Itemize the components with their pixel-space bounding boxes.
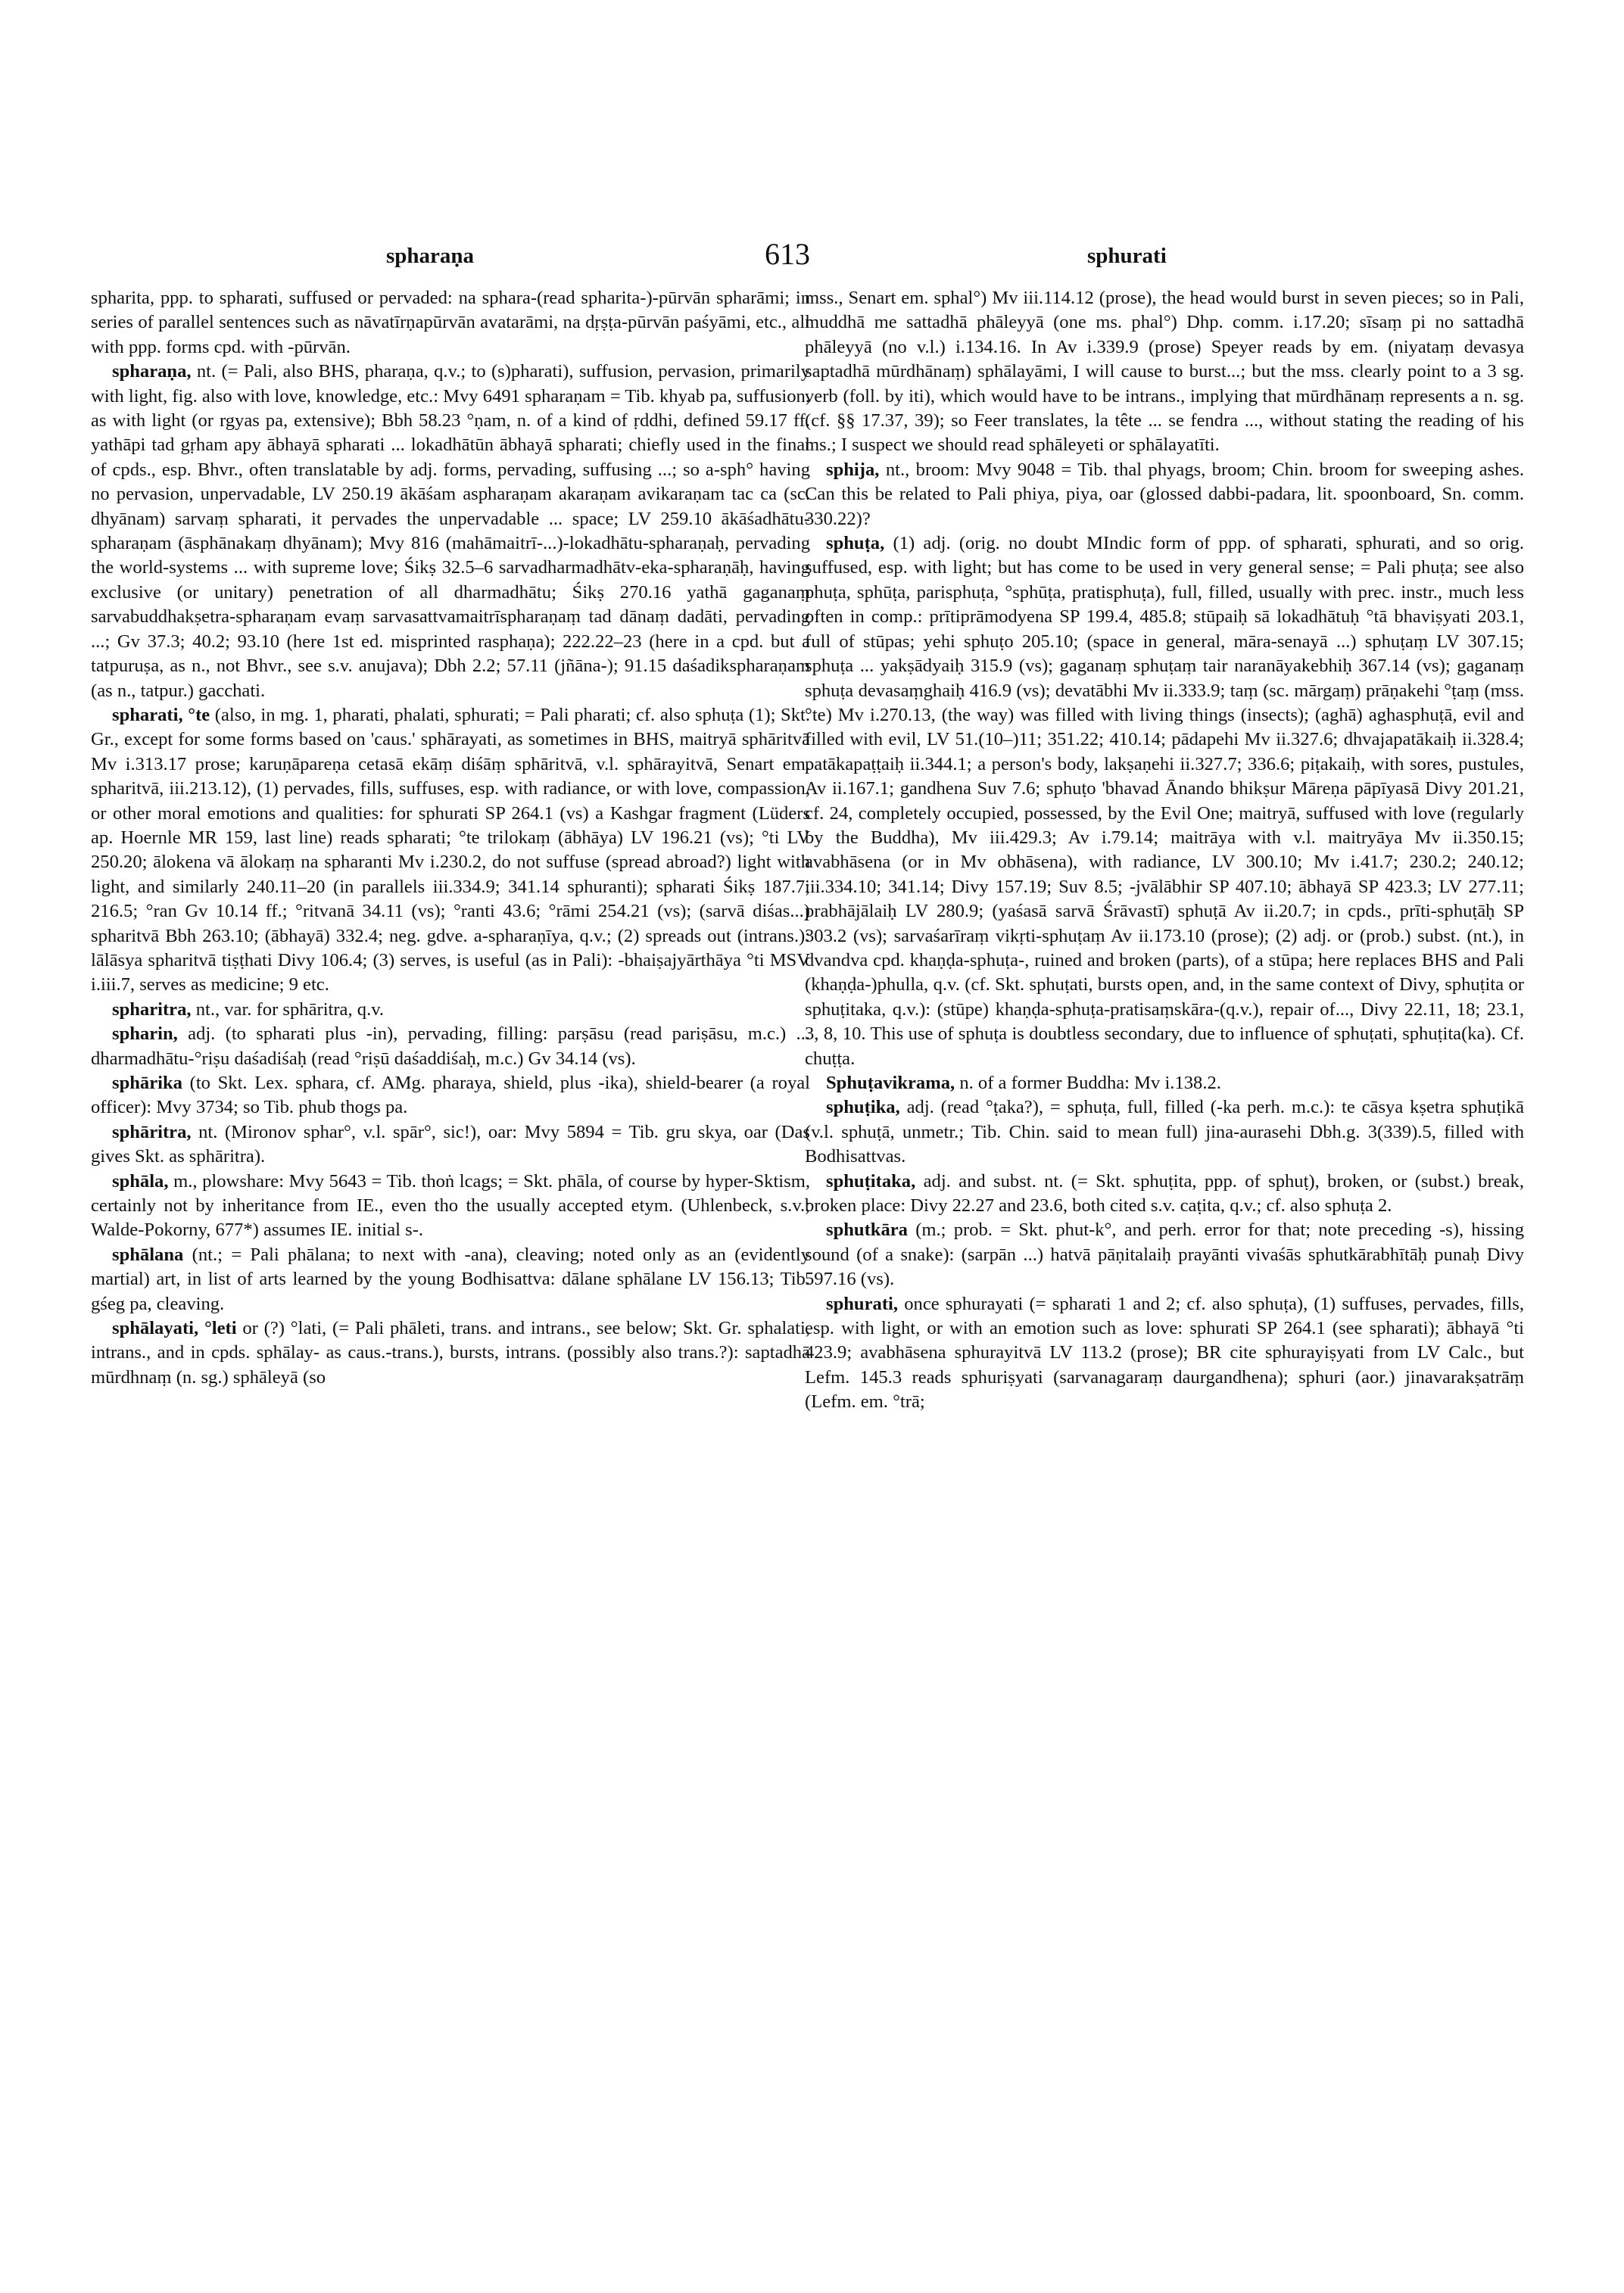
entry-text: adj. (read °ṭaka?), = sphuṭa, full, filled (-ka perh. m.c.): te cāsya kṣetra sphuṭikā (v.l. sphuṭā, unmetr.; Tib. Chin. said to mean full) jina-aurasehi Dbh.g. 3(339).5, filled with Bodhisattvas. [805,1097,1524,1167]
entry-headword: spharati, °te [112,704,210,725]
entry-text: spharita, ppp. to spharati, suffused or pervaded: na sphara-(read spharita-)-pūrvān spharāmi; in series of parallel sentences such as nāvatīrṇapūrvān avatarāmi, na dṛṣṭa-pūrvān paśyāmi, etc., all with ppp. forms cpd. with -pūrvān. [91,288,810,357]
dictionary-entry [91,703,810,998]
entry-text: nt., var. for sphāritra, q.v. [195,999,385,1020]
entry-text: m., plowshare: Mvy 5643 = Tib. thoṅ lcags; = Skt. phāla, of course by hyper-Sktism, certainly not by inheritance from IE., even tho the usually accepted etym. (Uhlenbeck, s.v.; Walde-Pokorny, 677*) assumes IE. initial s-. [91,1170,810,1241]
dictionary-entry [91,1071,810,1120]
entry-headword: sphārika [112,1073,182,1093]
dictionary-entry [91,1243,810,1316]
entry-headword: Sphuṭavikrama, [826,1073,955,1093]
entry-headword: sphāla, [112,1170,169,1192]
entry-text: mss., Senart em. sphal°) Mv iii.114.12 (prose), the head would burst in seven pieces; so in Pali, muddhā me sattadhā phāleyyā (one ms. phal°) Dhp. comm. i.17.20; sīsaṃ pi no sattadhā phāleyyā (no v.l.) i.134.16. In Av i.339.9 (prose) Speyer reads by em. (niyataṃ devasya saptadhā mūrdhānaṃ) sphālayāmi, I will cause to burst...; but the mss. clearly point to a 3 sg. verb (foll. by iti), which would have to be intrans., implying that mūrdhānaṃ represents a n. sg. (cf. §§ 17.37, 39); so Feer translates, la tête ... se fendra ..., without stating the reading of his ms.; I suspect we should read sphāleyeti or sphālayatīti. [805,288,1524,456]
entry-text: nt., broom: Mvy 9048 = Tib. thal phyags, broom; Chin. broom for sweeping ashes. Can this be related to Pali phiya, piya, oar (glossed dabbi-padara, lit. spoonboard, Sn. comm. 330.22)? [805,459,1524,529]
entry-headword: sphālayati, °leti [112,1318,237,1339]
entry-headword: sphuṭika, [826,1097,900,1118]
entry-headword: sphija, [826,459,880,480]
entry-headword: sphutkāra [826,1220,908,1241]
dictionary-entry [805,458,1524,531]
dictionary-entry [805,1170,1524,1219]
dictionary-entry [91,286,810,360]
entry-text: adj. (to spharati plus -in), pervading, filling: parṣāsu (read pariṣāsu, m.c.) ... dharmadhātu-°riṣu daśadiśaḥ (read °riṣū daśaddiśaḥ, m.c.) Gv 34.14 (vs). [91,1023,810,1069]
left-column [91,286,810,1390]
dictionary-entry [805,1218,1524,1291]
entry-headword: sphurati, [826,1293,898,1314]
entry-text: once sphurayati (= spharati 1 and 2; cf. also sphuṭa), (1) suffuses, pervades, fills, esp. with light, or with an emotion such as love: sphurati SP 264.1 (see spharati); ābhayā °ti 423.9; avabhāsena sphurayitvā LV 113.2 (prose); BR cite sphurayiṣyati from LV Calc., but Lefm. 145.3 reads sphuriṣyati (sarvanagaraṃ daurgandhena); sphuri (aor.) jinavarakṣatrāṃ (Lefm. em. °trā; [805,1293,1524,1413]
entry-text: (also, in mg. 1, pharati, phalati, sphurati; = Pali pharati; cf. also sphuṭa (1); Skt. Gr., except for some forms based on 'caus.' sphārayati, as sometimes in BHS, maitryā sphāritvā Mv i.313.17 prose; karuṇāpareṇa cetasā ekāṃ diśāṃ sphāritvā, v.l. sphārayitvā, Senart em. spharitvā, iii.213.12), (1) pervades, fills, suffuses, esp. with radiance, or with love, compassion, or other moral emotions and qualities: for sphurati SP 264.1 (vs) a Kashgar fragment (Lüders ap. Hoernle MR 159, last line) reads spharati; °te trilokaṃ (ābhāya) LV 196.21 (vs); °ti LV 250.20; ālokena vā ālokaṃ na spharanti Mv i.230.2, do not suffuse (spread abroad?) light with light, and similarly 240.11–20 (in parallels iii.334.9; 341.14 sphuranti); spharati Śikṣ 187.7; 216.5; °ran Gv 10.14 ff.; °ritvanā 34.11 (vs); °ranti 43.6; °rāmi 254.21 (vs); (sarvā diśas...) spharitvā Bbh 263.10; (ābhayā) 332.4; neg. gdve. a-spharaṇīya, q.v.; (2) spreads out (intrans.): lālāsya spharitvā tiṣṭhati Divy 106.4; (3) serves, is useful (as in Pali): -bhaiṣajyārthāya °ti MSV i.iii.7, serves as medicine; 9 etc. [91,704,810,995]
entry-headword: spharin, [112,1023,178,1045]
entry-text: n. of a former Buddha: Mv i.138.2. [959,1073,1221,1093]
dictionary-entry [91,1316,810,1390]
entry-text: or (?) °lati, (= Pali phāleti, trans. and intrans., see below; Skt. Gr. sphalati, intrans., and in cpds. sphālay- as caus.-trans.), bursts, intrans. (possibly also trans.?): saptadhā mūrdhnaṃ (n. sg.) sphāleyā (so [91,1318,810,1388]
entry-text: (m.; prob. = Skt. phut-k°, and perh. error for that; note preceding -s), hissing sound (of a snake): (sarpān ...) hatvā pāṇitalaiḥ prayānti vivaśās sphutkārabhītāḥ punaḥ Divy 597.16 (vs). [805,1220,1524,1290]
entry-headword: sphuṭa, [826,533,885,554]
right-column [805,286,1524,1415]
entry-headword: sphālana [112,1244,184,1265]
running-header [0,236,1624,274]
entry-text: adj. and subst. nt. (= Skt. sphuṭita, ppp. of sphuṭ), broken, or (subst.) break, broken place: Divy 22.27 and 23.6, both cited s.v. caṭita, q.v.; cf. also sphuṭa 2. [805,1170,1524,1217]
entry-text: (1) adj. (orig. no doubt MIndic form of ppp. of spharati, sphurati, and so orig. suffused, esp. with light; but has come to be used in very general sense; = Pali phuṭa; see also phuṭa, sphūṭa, parisphuṭa, °sphūṭa, pratisphuṭa), full, filled, usually with prec. instr., much less often in comp.: prītiprāmodyena SP 199.4, 485.8; stūpaiḥ sā lokadhātuḥ °tā bhaviṣyati 203.1, full of stūpas; yehi sphuṭo 205.10; (space in general, māra-senayā ...) sphuṭaṃ LV 307.15; sphuṭa ... yakṣādyaiḥ 315.9 (vs); gaganaṃ sphuṭaṃ tair naranāyakebhiḥ 367.14 (vs); gaganaṃ sphuṭa devasaṃghaiḥ 416.9 (vs); devatābhi Mv ii.333.9; taṃ (sc. mārgaṃ) prāṇakehi °ṭaṃ (mss. °te) Mv i.270.13, (the way) was filled with living things (insects); (aghā) aghasphuṭā, evil and filled with evil, LV 51.(10–)11; 351.22; 410.14; pādapehi Mv ii.327.6; dhvajapatākaiḥ ii.328.4; patākapaṭṭaiḥ ii.344.1; a person's body, lakṣaṇehi ii.327.7; 336.6; piṭakaiḥ, with sores, pustules, Av ii.167.1; gandhena Suv 7.6; sphuṭo 'bhavad Ānando bhikṣur Māreṇa pāpīyasā Divy 201.21, cf. 24, completely occupied, possessed, by the Evil One; maitryā, suffused with love (regularly by the Buddha), Mv iii.429.3; Av i.79.14; maitrāya with v.l. maitryāya Mv ii.350.15; avabhāsena (or in Mv obhāsena), with radiance, LV 300.10; Mv i.41.7; 230.2; 240.12; iii.334.10; 341.14; Divy 157.19; Suv 8.5; -jvālābhir SP 407.10; ābhayā SP 423.3; LV 277.11; prabhājālaiḥ LV 280.9; (yaśasā sarvā Śrāvastī) sphuṭā Av ii.20.7; in cpds., prīti-sphuṭāḥ SP 303.2 (vs); sarvaśarīraṃ vikṛti-sphuṭaṃ Av ii.173.10 (prose); (2) adj. or (prob.) subst. (nt.), in dvandva cpd. khaṇḍa-sphuṭa-, ruined and broken (parts), of a stūpa; here replaces BHS and Pali (khaṇḍa-)phulla, q.v. (cf. Skt. sphuṭati, bursts open, and, in the same context of Divy, sphuṭita or sphuṭitaka, q.v.): (stūpe) khaṇḍa-sphuṭa-pratisaṃskāra-(q.v.), repair of..., Divy 22.11, 18; 23.1, 3, 8, 10. This use of sphuṭa is doubtless secondary, due to influence of sphuṭati, sphuṭita(ka). Cf. chuṭṭa. [805,533,1525,1069]
entry-text: nt. (= Pali, also BHS, pharaṇa, q.v.; to (s)pharati), suffusion, pervasion, primarily with light, fig. also with love, knowledge, etc.: Mvy 6491 spharaṇam = Tib. khyab pa, suffusion, as with light (or rgyas pa, extensive); Bbh 58.23 °ṇam, n. of a kind of ṛddhi, defined 59.17 ff. yathāpi tad gṛham apy ābhayā spharati ... lokadhātūn ābhayā spharati; chiefly used in the final of cpds., esp. Bhvr., often translatable by adj. forms, pervading, suffusing ...; so a-sph° having no pervasion, unpervadable, LV 250.19 ākāśam aspharaṇam akaraṇam avikaraṇam tac ca (sc. dhyānam) sarvaṃ spharati, it pervades the unpervadable ... space; LV 259.10 ākāśadhātu-spharaṇam (āsphānakaṃ dhyānam); Mvy 816 (mahāmaitrī-...)-lokadhātu-spharaṇaḥ, pervading the world-systems ... with supreme love; Śikṣ 32.5–6 sarvadharmadhātv-eka-spharaṇāḥ, having exclusive (or unitary) penetration of all dharmadhātu; Śikṣ 270.16 yathā gaganaṃ sarvabuddhakṣetra-spharaṇam evaṃ sarvasattvamaitrīspharaṇaṃ tad dānaṃ dadāti, pervading ...; Gv 37.3; 40.2; 93.10 (here 1st ed. misprinted rasphaṇa); 222.22–23 (here in a cpd. but a tatpuruṣa, as n., not Bhvr., see s.v. anujava); Dbh 2.2; 57.11 (jñāna-); 91.15 daśadikspharaṇam (as n., tatpur.) gacchati. [91,361,810,701]
entry-headword: sphuṭitaka, [826,1170,916,1192]
entry-headword: spharitra, [112,999,192,1020]
dictionary-entry [805,1071,1524,1095]
page-number: 613 [765,237,810,271]
dictionary-entry [91,1170,810,1243]
dictionary-entry [91,360,810,703]
dictionary-entry [91,998,810,1022]
dictionary-entry [805,531,1524,1071]
dictionary-entry [805,1095,1524,1169]
entry-headword: spharaṇa, [112,361,192,382]
left-guide-word: spharaṇa [386,244,475,268]
dictionary-entry [805,1292,1524,1415]
entry-text: (nt.; = Pali phālana; to next with -ana), cleaving; noted only as an (evidently martial) art, in list of arts learned by the young Bodhisattva: dālane sphālane LV 156.13; Tib. gśeg pa, cleaving. [91,1244,810,1314]
dictionary-entry [805,286,1524,458]
entry-text: (to Skt. Lex. sphara, cf. AMg. pharaya, shield, plus -ika), shield-bearer (a royal officer): Mvy 3734; so Tib. phub thogs pa. [91,1073,810,1118]
dictionary-entry [91,1022,810,1071]
dictionary-entry [91,1120,810,1170]
right-guide-word: sphurati [1087,244,1167,268]
entry-headword: sphāritra, [112,1121,192,1142]
entry-text: nt. (Mironov sphar°, v.l. spār°, sic!), oar: Mvy 5894 = Tib. gru skya, oar (Das gives Skt. as sphāritra). [91,1121,810,1167]
